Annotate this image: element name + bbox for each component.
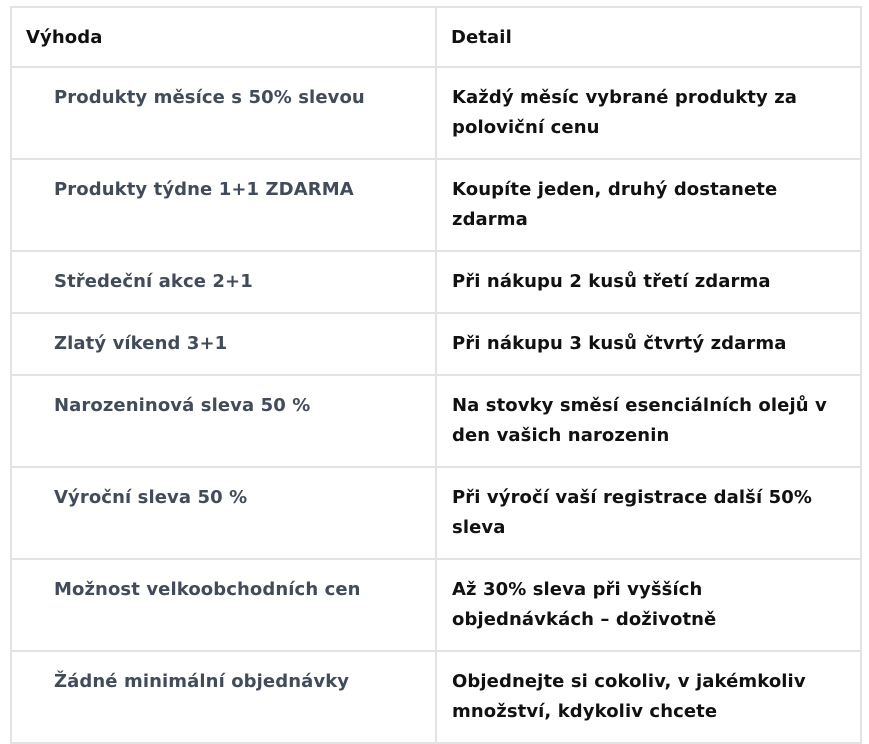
benefit-cell: Narozeninová sleva 50 % bbox=[11, 375, 436, 467]
benefits-table bbox=[10, 6, 862, 744]
table-row bbox=[11, 251, 861, 313]
table-header-row bbox=[11, 7, 861, 67]
benefit-cell: Možnost velkoobchodních cen bbox=[11, 559, 436, 651]
table-row bbox=[11, 375, 861, 467]
detail-cell: Objednejte si cokoliv, v jakémkoliv množství, kdykoliv chcete bbox=[436, 651, 861, 743]
benefit-cell: Výroční sleva 50 % bbox=[11, 467, 436, 559]
detail-cell: Při nákupu 3 kusů čtvrtý zdarma bbox=[436, 313, 861, 375]
detail-cell: Při výročí vaší registrace další 50% sleva bbox=[436, 467, 861, 559]
table-row bbox=[11, 467, 861, 559]
table-row bbox=[11, 159, 861, 251]
header-benefit: Výhoda bbox=[11, 7, 436, 67]
detail-cell: Každý měsíc vybrané produkty za poloviční cenu bbox=[436, 67, 861, 159]
benefit-cell: Středeční akce 2+1 bbox=[11, 251, 436, 313]
benefit-cell: Zlatý víkend 3+1 bbox=[11, 313, 436, 375]
table-row bbox=[11, 313, 861, 375]
detail-cell: Koupíte jeden, druhý dostanete zdarma bbox=[436, 159, 861, 251]
benefit-cell: Produkty týdne 1+1 ZDARMA bbox=[11, 159, 436, 251]
detail-cell: Až 30% sleva při vyšších objednávkách – doživotně bbox=[436, 559, 861, 651]
benefit-cell: Produkty měsíce s 50% slevou bbox=[11, 67, 436, 159]
table-row bbox=[11, 67, 861, 159]
table-row bbox=[11, 559, 861, 651]
detail-cell: Při nákupu 2 kusů třetí zdarma bbox=[436, 251, 861, 313]
header-detail: Detail bbox=[436, 7, 861, 67]
detail-cell: Na stovky směsí esenciálních olejů v den vašich narozenin bbox=[436, 375, 861, 467]
benefit-cell: Žádné minimální objednávky bbox=[11, 651, 436, 743]
benefits-table-container bbox=[10, 6, 860, 744]
table-row bbox=[11, 651, 861, 743]
